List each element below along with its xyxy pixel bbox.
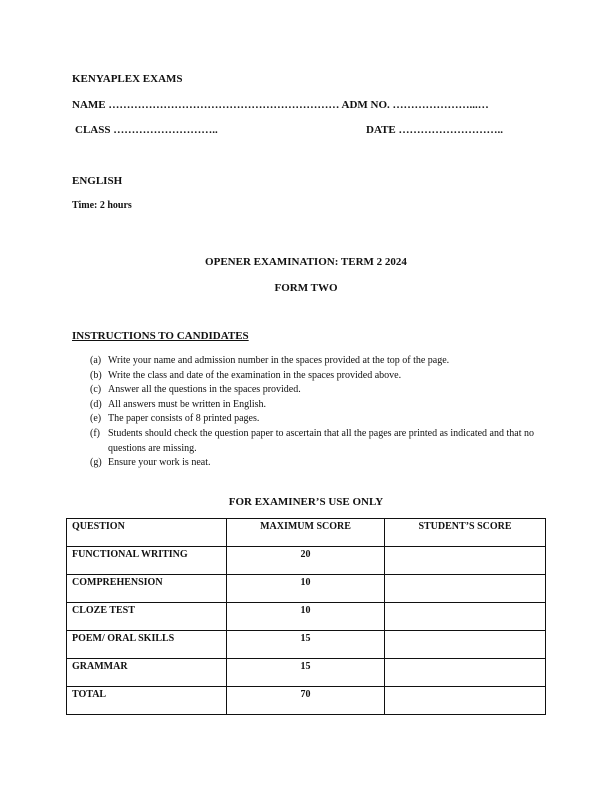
student-score-cell (385, 603, 546, 631)
table-row (67, 603, 546, 631)
max-score-cell: 15 (227, 631, 385, 659)
score-table (66, 518, 546, 715)
student-score-cell (385, 575, 546, 603)
student-score-cell (385, 547, 546, 575)
org-name: KENYAPLEX EXAMS (72, 73, 183, 85)
student-score-cell (385, 687, 546, 715)
max-score-cell: 15 (227, 659, 385, 687)
question-cell: POEM/ ORAL SKILLS (67, 631, 227, 659)
exam-title: OPENER EXAMINATION: TERM 2 2024 (205, 256, 407, 268)
student-score-cell (385, 631, 546, 659)
question-cell: FUNCTIONAL WRITING (67, 547, 227, 575)
instruction-item: (a) Write your name and admission number in the spaces provided at the top of the page. (90, 355, 450, 366)
table-row (67, 575, 546, 603)
instruction-item: (e) The paper consists of 8 printed pages. (90, 413, 260, 425)
max-score-cell: 10 (227, 575, 385, 603)
table-row (67, 547, 546, 575)
instruction-item: (c) Answer all the questions in the spaces provided. (90, 384, 301, 396)
max-score-cell: 20 (227, 547, 385, 575)
instruction-item: (f) Students should check the question paper to ascertain that all the pages are printed as indicated and that no questions are missing. (90, 427, 534, 454)
question-cell: TOTAL (67, 687, 227, 715)
column-header: QUESTION (67, 519, 227, 547)
table-header-row (67, 519, 546, 547)
student-score-cell (385, 659, 546, 687)
instructions-heading: INSTRUCTIONS TO CANDIDATES (72, 330, 249, 342)
name-adm-line: NAME ……………………………………………………… ADM NO. …………………...… (72, 99, 489, 111)
instruction-item: (b) Write the class and date of the examination in the spaces provided above. (90, 369, 402, 381)
question-cell: GRAMMAR (67, 659, 227, 687)
question-cell: COMPREHENSION (67, 575, 227, 603)
subject: ENGLISH (72, 175, 123, 187)
instruction-item: (g) Ensure your work is neat. (90, 457, 211, 469)
table-row-total (67, 687, 546, 715)
column-header: STUDENT’S SCORE (385, 519, 546, 547)
examiner-heading: FOR EXAMINER’S USE ONLY (228, 496, 384, 508)
table-row (67, 659, 546, 687)
date-line: DATE ……………………….. (366, 124, 503, 136)
form-title: FORM TWO (274, 282, 338, 294)
class-line: CLASS ……………………….. (75, 124, 218, 136)
max-score-cell: 70 (227, 687, 385, 715)
instructions-list (90, 354, 540, 471)
table-row (67, 631, 546, 659)
column-header: MAXIMUM SCORE (227, 519, 385, 547)
instruction-item: (d) All answers must be written in English. (90, 398, 267, 410)
question-cell: CLOZE TEST (67, 603, 227, 631)
max-score-cell: 10 (227, 603, 385, 631)
time-allowed: Time: 2 hours (72, 200, 132, 211)
